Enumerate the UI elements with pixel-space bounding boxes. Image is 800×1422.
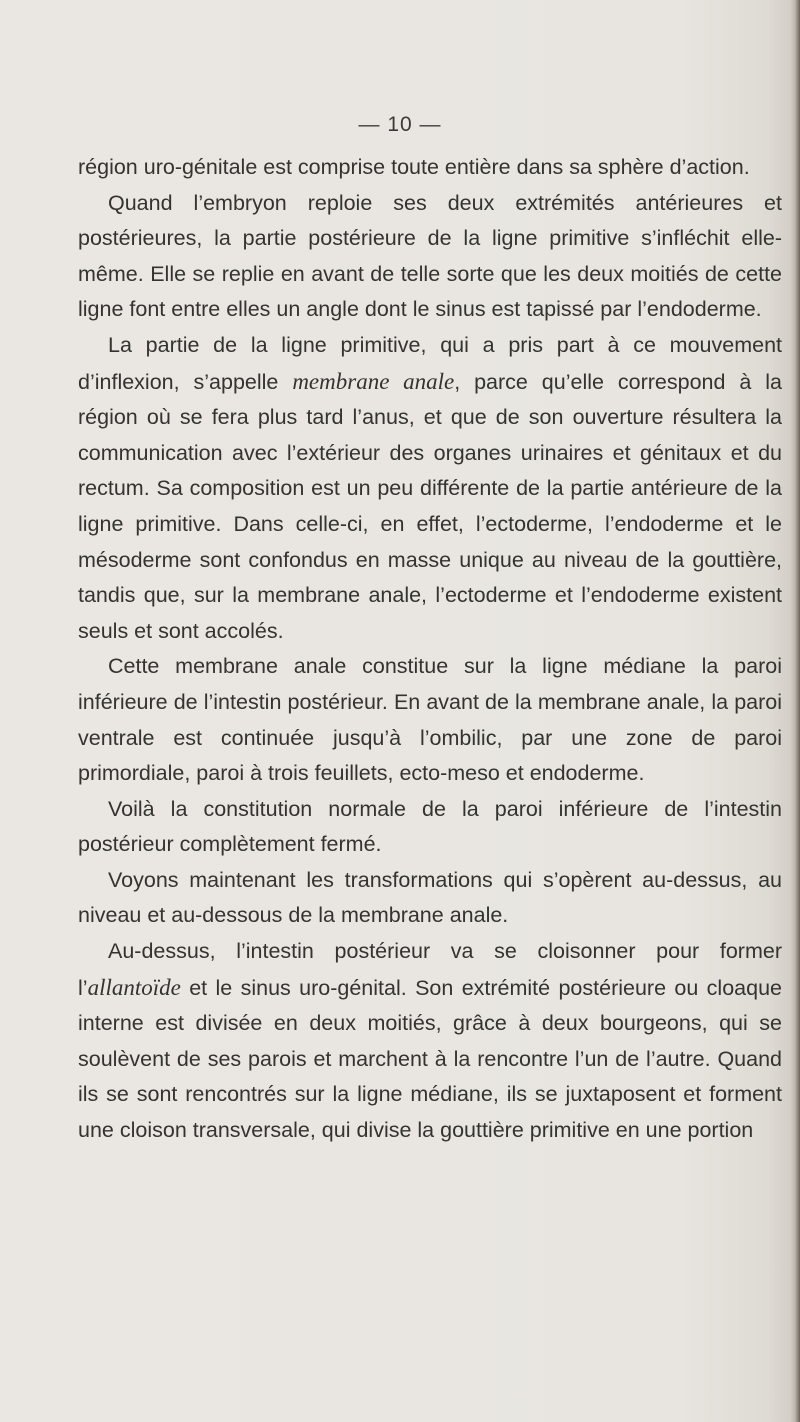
text-run: Cette membrane anale constitue sur la ligne médiane la paroi inférieure de l’intestin postérieur. En avant de la membrane anale, la paroi ventrale est continuée jusqu’à l’ombilic, par une zone de paroi primordiale, paroi à trois feuillets, ecto-meso et endoderme. (78, 654, 782, 786)
text-run: Au-dessus, l’intestin postérieur va se cloisonner pour former l’ (78, 939, 782, 1000)
paragraph (78, 863, 782, 934)
text-run: La partie de la ligne primitive, qui a pris part à ce mouvement d’inflexion, s’appelle (78, 332, 782, 394)
page-number: — 10 — (358, 113, 442, 136)
paragraph (78, 934, 782, 1149)
page-edge-shadow (790, 0, 800, 1422)
text-run: , parce qu’elle correspond à la région où se fera plus tard l’anus, et que de son ouverture résultera la communication avec l’extérieur des organes urinaires et génitaux et du rectum. Sa composition est un peu différente de la partie antérieure de la ligne primitive. Dans celle-ci, en effet, l’ectoderme, l’endoderme et le mésoderme sont confondus en masse unique au niveau de la gouttière, tandis que, sur la membrane anale, l’ectoderme et l’endoderme existent seuls et sont accolés. (78, 369, 782, 643)
text-run: Voilà la constitution normale de la paroi inférieure de l’intestin postérieur complètement fermé. (78, 796, 782, 857)
body-text (78, 150, 782, 1149)
paragraph (78, 328, 782, 649)
text-run: région uro-génitale est comprise toute entière dans sa sphère d’action. (78, 155, 750, 179)
italic-term: allantoïde (87, 974, 181, 1000)
italic-term: membrane anale (292, 368, 455, 394)
text-run: Voyons maintenant les transformations qui s’opèrent au-dessus, au niveau et au-dessous de la membrane anale. (78, 867, 782, 928)
text-run: et le sinus uro-génital. Son extrémité postérieure ou cloaque interne est divisée en deux moitiés, grâce à deux bourgeons, qui se soulèvent de ses parois et marchent à la rencontre l’un de l’autre. Quand ils se sont rencontrés sur la ligne médiane, ils se juxtaposent et forment une cloison transversale, qui divise la gouttière primitive en une portion (78, 975, 782, 1143)
paragraph (78, 150, 782, 186)
text-run: Quand l’embryon reploie ses deux extrémités antérieures et postérieures, la partie postérieure de la ligne primitive s’infléchit elle-même. Elle se replie en avant de telle sorte que les deux moitiés de cette ligne font entre elles un angle dont le sinus est tapissé par l’endoderme. (78, 190, 782, 322)
paragraph (78, 649, 782, 791)
paragraph (78, 792, 782, 863)
paragraph (78, 186, 782, 328)
